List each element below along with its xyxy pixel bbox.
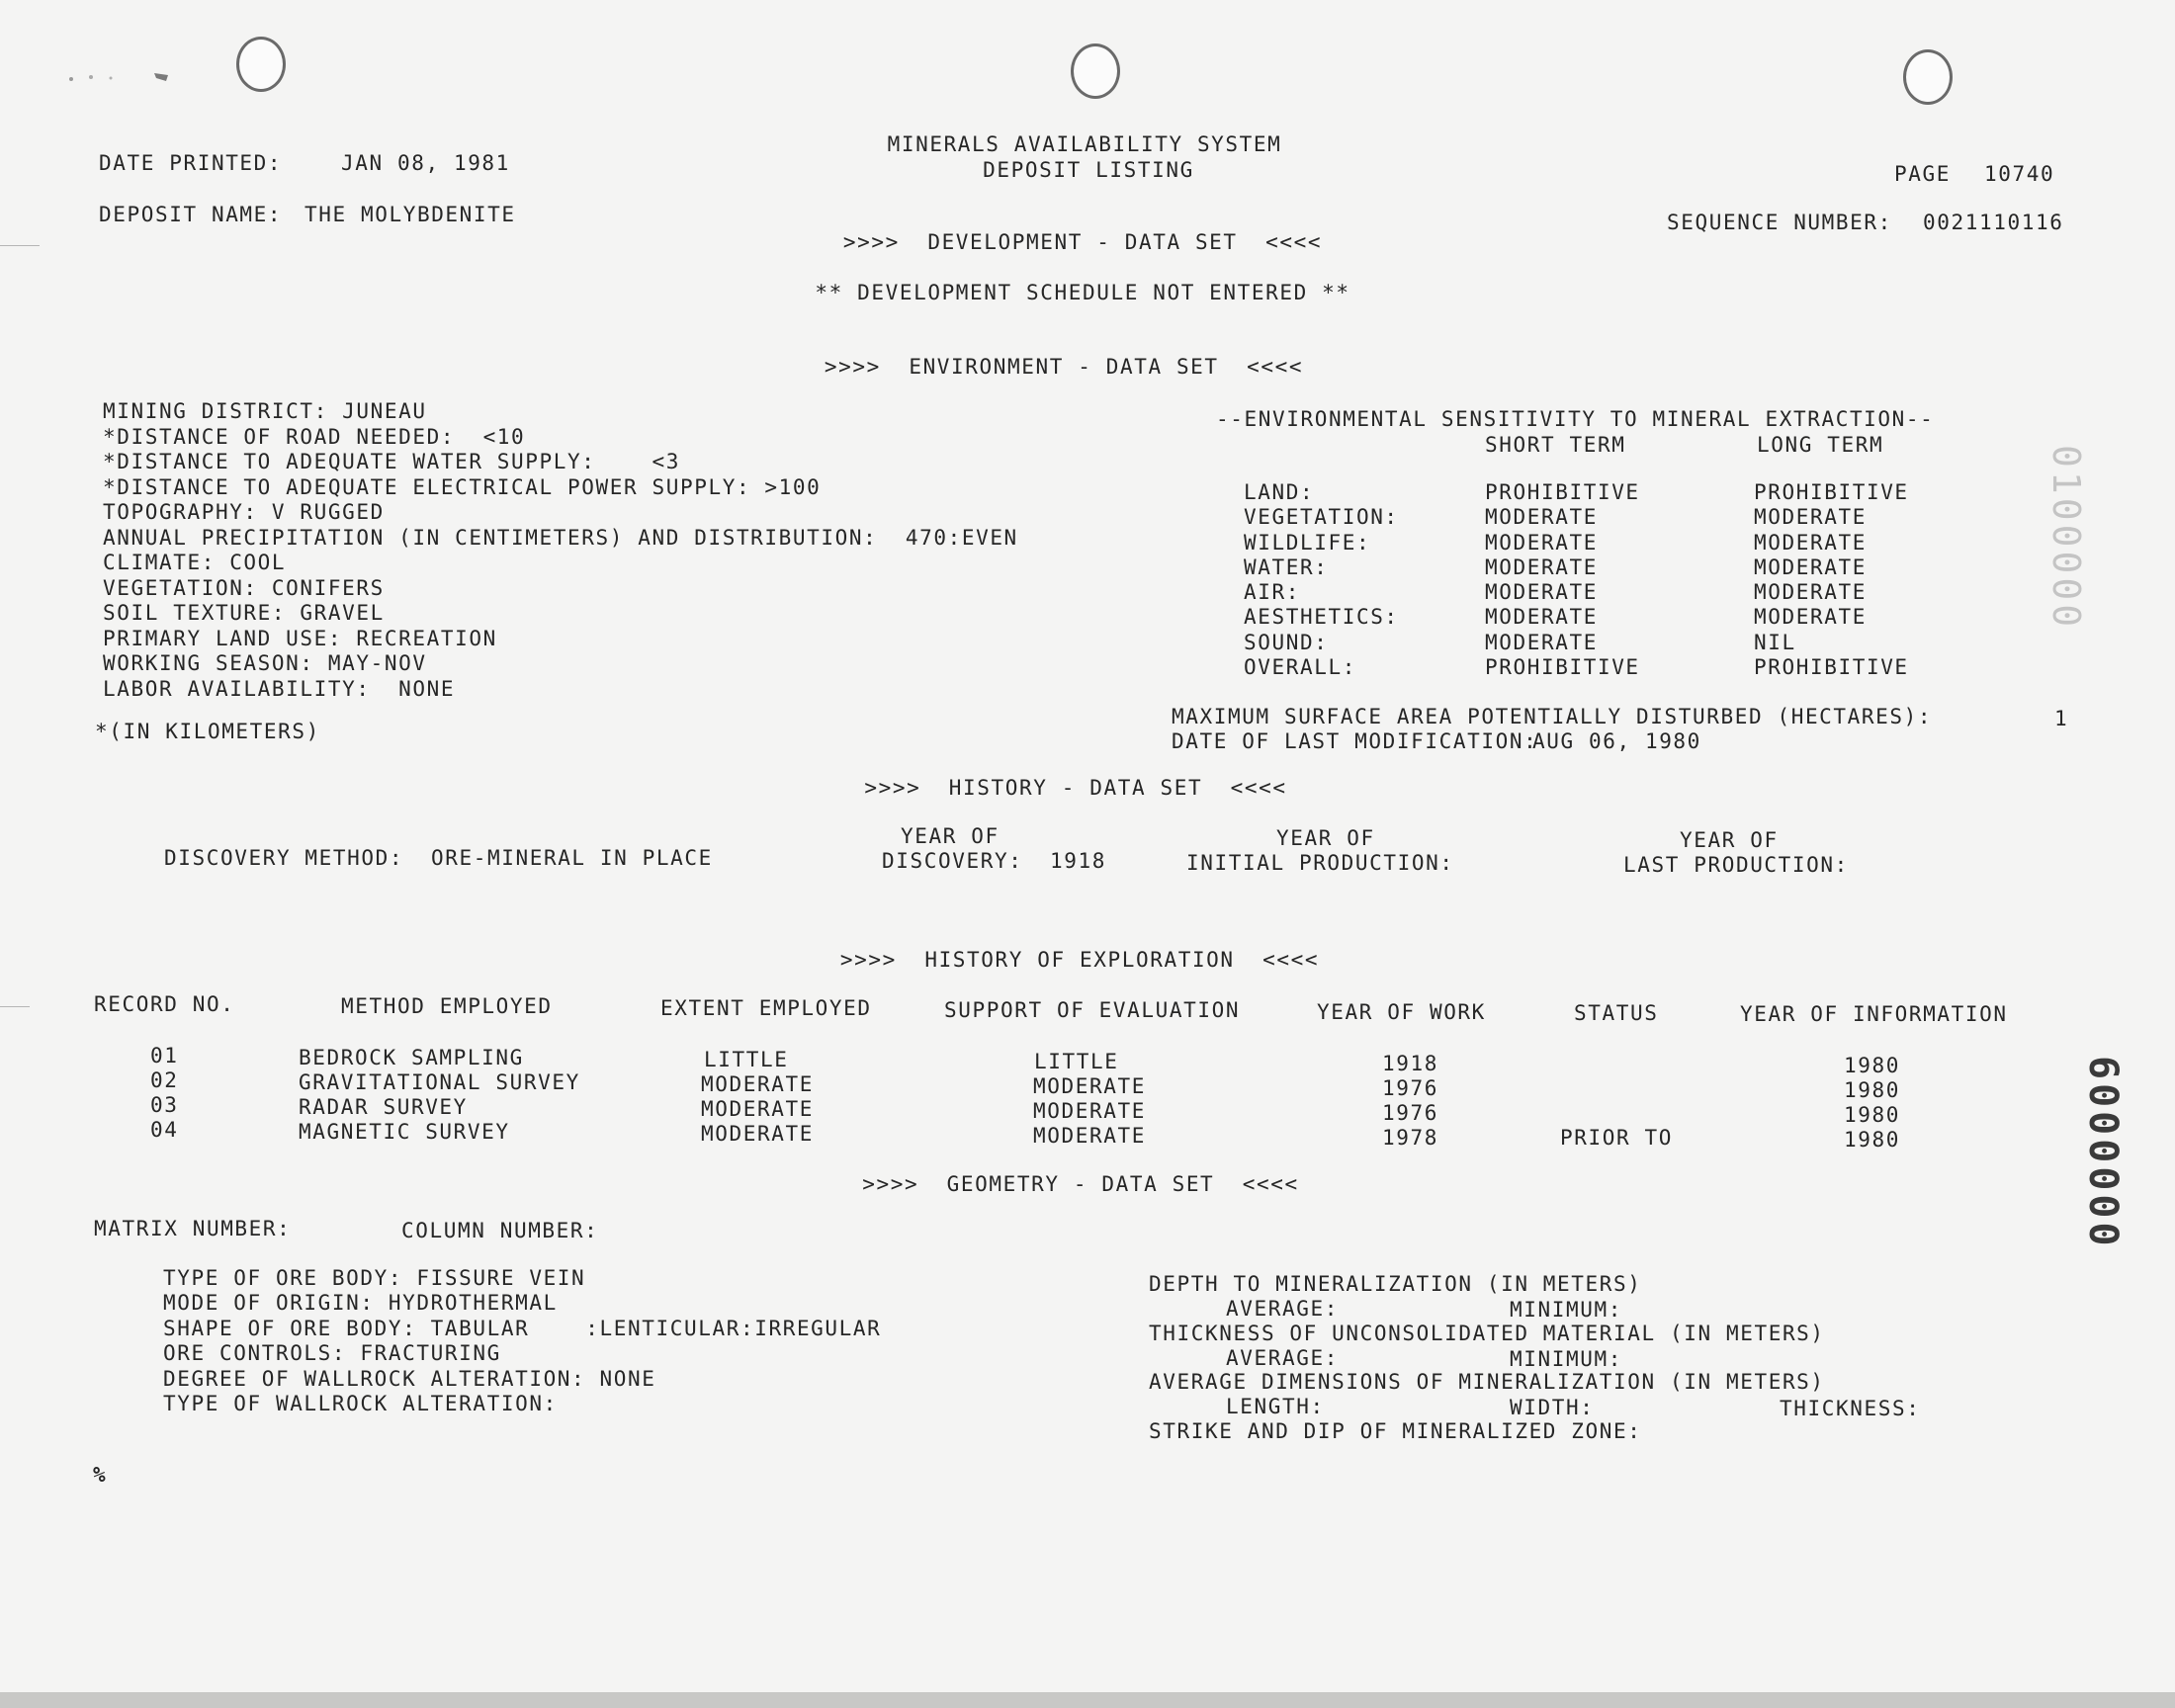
year-of-work: 1976	[1382, 1101, 1438, 1125]
long-term-value: PROHIBITIVE	[1754, 480, 1909, 504]
record-number: 01	[150, 1044, 179, 1068]
page-edge	[0, 1692, 2175, 1708]
date-printed-label: DATE PRINTED:	[99, 151, 283, 175]
matrix-number-label: MATRIX NUMBER:	[94, 1217, 292, 1240]
sensitivity-factors	[1244, 480, 1399, 680]
strike-dip-label: STRIKE AND DIP OF MINERALIZED ZONE:	[1149, 1419, 1642, 1443]
col-year-of-work: YEAR OF WORK	[1317, 1000, 1486, 1024]
long-term-label: LONG TERM	[1757, 433, 1884, 457]
last-modification-value: AUG 06, 1980	[1532, 729, 1701, 753]
record-number: 02	[150, 1068, 179, 1092]
sensitivity-factor: OVERALL:	[1244, 655, 1356, 680]
thickness-unconsolidated-label: THICKNESS OF UNCONSOLIDATED MATERIAL (IN METERS)	[1149, 1322, 1825, 1345]
discovery-method-value: ORE-MINERAL IN PLACE	[431, 846, 713, 870]
margin-number: 6000000	[2080, 1056, 2126, 1250]
env-field: LABOR AVAILABILITY: NONE	[103, 676, 456, 701]
long-term-value: MODERATE	[1754, 555, 1867, 579]
sequence-number: 0021110116	[1923, 211, 2064, 234]
geometry-heading: >>>> GEOMETRY - DATA SET <<<<	[862, 1172, 1299, 1196]
status: PRIOR TO	[1560, 1126, 1673, 1150]
extent-employed: LITTLE	[704, 1048, 789, 1071]
extent-employed: MODERATE	[701, 1122, 814, 1146]
sensitivity-factor: WATER:	[1244, 555, 1329, 579]
year-of-information: 1980	[1844, 1054, 1900, 1077]
sensitivity-factor: LAND:	[1244, 480, 1315, 504]
page-number: 10740	[1984, 162, 2055, 186]
average-dimensions-label: AVERAGE DIMENSIONS OF MINERALIZATION (IN METERS)	[1149, 1370, 1825, 1394]
extent-employed: MODERATE	[701, 1072, 814, 1096]
thickness-average-label: AVERAGE:	[1226, 1346, 1339, 1370]
page-label: PAGE	[1894, 162, 1951, 186]
support-evaluation: MODERATE	[1033, 1099, 1146, 1123]
env-field: PRIMARY LAND USE: RECREATION	[103, 626, 497, 650]
discovery-year: 1918	[1050, 849, 1106, 873]
thickness-minimum-label: MINIMUM:	[1510, 1347, 1622, 1371]
binder-hole	[1903, 49, 1953, 105]
col-year-of-information: YEAR OF INFORMATION	[1740, 1002, 2008, 1026]
width-label: WIDTH:	[1510, 1396, 1595, 1419]
development-heading: >>>> DEVELOPMENT - DATA SET <<<<	[842, 230, 1323, 254]
edge-mark	[0, 245, 40, 246]
geometry-field: MODE OF ORIGIN: HYDROTHERMAL	[163, 1291, 558, 1316]
short-term-value: PROHIBITIVE	[1485, 480, 1640, 504]
support-evaluation: MODERATE	[1033, 1074, 1146, 1098]
geometry-field: DEGREE OF WALLROCK ALTERATION: NONE	[163, 1366, 656, 1391]
deposit-name-value: THE MOLYBDENITE	[304, 203, 516, 226]
short-term-value: MODERATE	[1485, 505, 1598, 530]
short-term-label: SHORT TERM	[1485, 433, 1626, 457]
long-term-value: PROHIBITIVE	[1754, 655, 1909, 680]
col-record-no: RECORD NO.	[94, 992, 235, 1016]
development-note: ** DEVELOPMENT SCHEDULE NOT ENTERED **	[815, 281, 1350, 304]
depth-label: DEPTH TO MINERALIZATION (IN METERS)	[1149, 1272, 1642, 1296]
exploration-heading: >>>> HISTORY OF EXPLORATION <<<<	[839, 948, 1320, 972]
col-status: STATUS	[1574, 1001, 1659, 1025]
method-employed: BEDROCK SAMPLING	[299, 1046, 524, 1069]
record-number: 03	[150, 1093, 179, 1117]
env-field: *DISTANCE OF ROAD NEEDED: <10	[103, 424, 526, 449]
max-surface-value: 1	[2054, 707, 2069, 730]
env-field: *DISTANCE TO ADEQUATE WATER SUPPLY: <3	[103, 450, 680, 473]
year-of-initial-label: YEAR OF	[1276, 826, 1375, 850]
col-extent-employed: EXTENT EMPLOYED	[660, 996, 872, 1020]
year-of-discovery-label: YEAR OF	[901, 824, 1000, 848]
short-term-value: MODERATE	[1485, 605, 1598, 630]
sensitivity-factor: VEGETATION:	[1244, 505, 1399, 530]
sensitivity-factor: AIR:	[1244, 580, 1300, 605]
date-printed-value: JAN 08, 1981	[341, 151, 510, 175]
discovery-label: DISCOVERY:	[882, 849, 1023, 873]
sensitivity-title: --ENVIRONMENTAL SENSITIVITY TO MINERAL EXTRACTION--	[1216, 407, 1935, 431]
env-field: MINING DISTRICT: JUNEAU	[103, 399, 427, 423]
discovery-method-label: DISCOVERY METHOD:	[164, 846, 404, 870]
support-evaluation: MODERATE	[1033, 1124, 1146, 1148]
last-production-label: LAST PRODUCTION:	[1623, 853, 1849, 877]
sensitivity-short-values	[1485, 480, 1640, 680]
year-of-work: 1976	[1382, 1076, 1438, 1100]
sensitivity-factor: AESTHETICS:	[1244, 605, 1399, 630]
record-number: 04	[150, 1118, 179, 1142]
geometry-field: TYPE OF WALLROCK ALTERATION:	[163, 1392, 558, 1416]
sensitivity-long-values	[1754, 480, 1909, 680]
footer-mark: %	[93, 1463, 108, 1487]
long-term-value: MODERATE	[1754, 605, 1867, 630]
year-of-last-label: YEAR OF	[1680, 828, 1779, 852]
geometry-field: ORE CONTROLS: FRACTURING	[163, 1341, 501, 1366]
method-employed: GRAVITATIONAL SURVEY	[299, 1070, 580, 1094]
geometry-left-fields	[163, 1266, 881, 1416]
binder-hole	[1071, 43, 1120, 99]
last-modification-label: DATE OF LAST MODIFICATION:	[1172, 729, 1538, 753]
col-method-employed: METHOD EMPLOYED	[341, 994, 553, 1018]
method-employed: MAGNETIC SURVEY	[299, 1120, 510, 1144]
initial-production-label: INITIAL PRODUCTION:	[1186, 851, 1454, 875]
deposit-name-label: DEPOSIT NAME:	[99, 203, 283, 226]
depth-average-label: AVERAGE:	[1226, 1297, 1339, 1321]
year-of-information: 1980	[1844, 1078, 1900, 1102]
year-of-work: 1918	[1382, 1052, 1438, 1075]
binder-hole	[236, 37, 286, 92]
margin-number-faint: 0100000	[2044, 445, 2088, 632]
max-surface-label: MAXIMUM SURFACE AREA POTENTIALLY DISTURBED (HECTARES):	[1172, 705, 1933, 728]
long-term-value: MODERATE	[1754, 580, 1867, 605]
short-term-value: MODERATE	[1485, 530, 1598, 555]
long-term-value: MODERATE	[1754, 505, 1867, 530]
sensitivity-factor: SOUND:	[1244, 630, 1329, 654]
env-field: TOPOGRAPHY: V RUGGED	[103, 500, 385, 524]
extent-employed: MODERATE	[701, 1097, 814, 1121]
thickness-label: THICKNESS:	[1780, 1397, 1921, 1420]
edge-mark	[0, 1006, 30, 1007]
year-of-information: 1980	[1844, 1103, 1900, 1127]
short-term-value: MODERATE	[1485, 630, 1598, 654]
year-of-work: 1978	[1382, 1126, 1438, 1150]
env-field: ANNUAL PRECIPITATION (IN CENTIMETERS) AND DISTRIBUTION: 470:EVEN	[103, 525, 1018, 550]
long-term-value: NIL	[1754, 630, 1796, 654]
column-number-label: COLUMN NUMBER:	[401, 1219, 599, 1242]
listing-title: DEPOSIT LISTING	[983, 158, 1194, 182]
method-employed: RADAR SURVEY	[299, 1095, 468, 1119]
short-term-value: MODERATE	[1485, 555, 1598, 579]
geometry-field: SHAPE OF ORE BODY: TABULAR :LENTICULAR:IRREGULAR	[163, 1316, 882, 1340]
system-title: MINERALS AVAILABILITY SYSTEM	[887, 132, 1282, 156]
kilometers-footnote: *(IN KILOMETERS)	[95, 720, 320, 743]
env-field: *DISTANCE TO ADEQUATE ELECTRICAL POWER SUPPLY: >100	[103, 474, 822, 499]
environment-heading: >>>> ENVIRONMENT - DATA SET <<<<	[824, 355, 1304, 379]
length-label: LENGTH:	[1226, 1395, 1325, 1418]
long-term-value: MODERATE	[1754, 530, 1867, 555]
support-evaluation: LITTLE	[1034, 1050, 1119, 1073]
short-term-value: MODERATE	[1485, 580, 1598, 605]
env-field: WORKING SEASON: MAY-NOV	[103, 651, 427, 675]
col-support-evaluation: SUPPORT OF EVALUATION	[944, 998, 1241, 1022]
env-field: CLIMATE: COOL	[103, 551, 287, 574]
year-of-information: 1980	[1844, 1128, 1900, 1152]
short-term-value: PROHIBITIVE	[1485, 655, 1640, 680]
sensitivity-factor: WILDLIFE:	[1244, 530, 1371, 555]
env-field: VEGETATION: CONIFERS	[103, 575, 385, 600]
ink-smudge	[63, 69, 172, 85]
depth-minimum-label: MINIMUM:	[1510, 1298, 1622, 1322]
geometry-field: TYPE OF ORE BODY: FISSURE VEIN	[163, 1266, 586, 1290]
sequence-label: SEQUENCE NUMBER:	[1667, 211, 1892, 234]
env-field: SOIL TEXTURE: GRAVEL	[103, 601, 385, 625]
history-heading: >>>> HISTORY - DATA SET <<<<	[864, 776, 1287, 800]
environment-fields	[103, 399, 1018, 702]
